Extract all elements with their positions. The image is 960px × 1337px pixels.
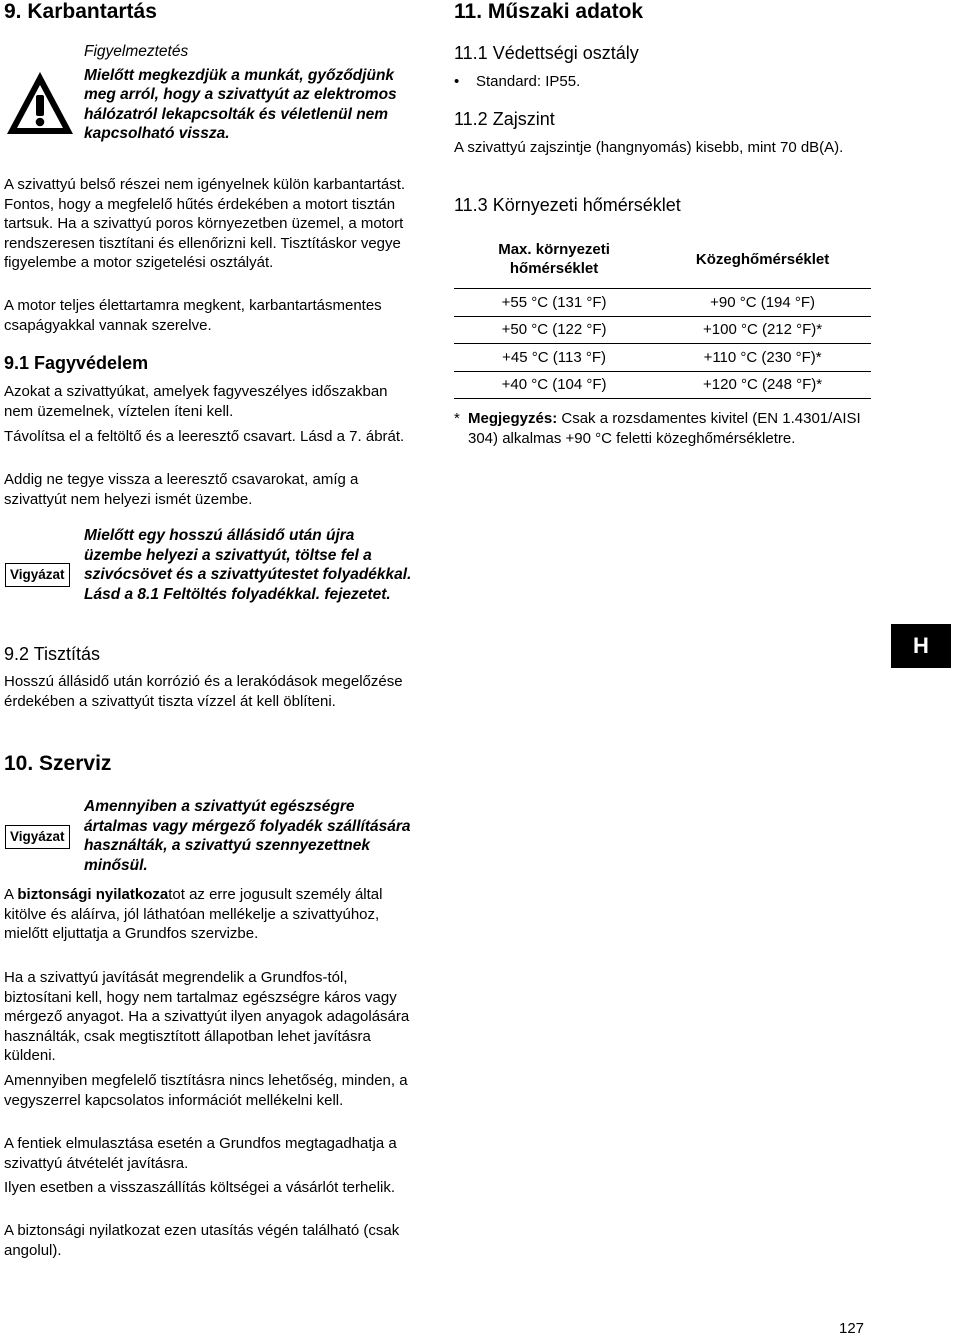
section-9-paragraph-2: A motor teljes élettartamra megkent, karbantartásmentes csapágyakkal vannak szerelve. (4, 297, 382, 334)
table-header-row (454, 232, 871, 289)
warning-triangle-icon (4, 68, 76, 138)
table-row (454, 316, 871, 344)
caution-text: Mielőtt egy hosszú állásidő után újra üzembe helyezi a szivattyút, töltse fel a szivócsövet és a szivattyútestet folyadékkal. Lásd a 8.1 Feltöltés folyadékkal. fejezetet. (84, 527, 412, 603)
safety-declaration-term: biztonsági nyilatkoza (17, 886, 169, 903)
section-9-2-title: 9.2 Tisztítás (4, 644, 101, 664)
section-11-title: 11. Műszaki adatok (454, 0, 644, 23)
caution-text-2: Amennyiben a szivattyút egészségre ártalmas vagy mérgező folyadék szállítására használták, a szivattyú szennyezettnek minősül. (84, 798, 411, 874)
warning-text: Mielőtt megkezdjük a munkát, győződjünk meg arról, hogy a szivattyút az elektromos hálózatról lekapcsolták és véletlenül nem kapcsolható vissza. (84, 66, 397, 142)
section-10-paragraph-3: Amennyiben megfelelő tisztításra nincs lehetőség, minden, a vegyszerrel kapcsolatos információt mellékelni kell. (4, 1072, 408, 1109)
warning-title: Figyelmeztetés (84, 43, 189, 60)
warning-block (84, 42, 414, 144)
section-9-1-title: 9.1 Fagyvédelem (4, 353, 149, 373)
section-10-paragraph-5: Ilyen esetben a visszaszállítás költségei a vásárlót terhelik. (4, 1179, 396, 1196)
table-cell: +40 °C (104 °F) (454, 371, 654, 399)
table-row (454, 371, 871, 399)
section-10-paragraph-6: A biztonsági nyilatkozat ezen utasítás végén található (csak angolul). (4, 1222, 400, 1259)
section-9-title: 9. Karbantartás (4, 0, 157, 23)
section-9-1-paragraph-2: Távolítsa el a feltöltő és a leeresztő csavart. Lásd a 7. ábrát. (4, 428, 405, 445)
section-10-paragraph-2: Ha a szivattyú javítását megrendelik a Grundfos-tól, biztosítani kell, hogy nem tartalmaz egészségre káros vagy mérgező anyagot. Ha a szivattyút ilyen anyagok adagolására használták, csak megtisztított állapotban lehet javításra küldeni. (4, 969, 410, 1064)
table-cell: +120 °C (248 °F)* (654, 371, 871, 399)
section-10-paragraph-4: A fentiek elmulasztása esetén a Grundfos megtagadhatja a szivattyú átvételét javításra. (4, 1135, 397, 1172)
section-11-2-paragraph: A szivattyú zajszintje (hangnyomás) kisebb, mint 70 dB(A). (454, 139, 844, 156)
table-cell: +45 °C (113 °F) (454, 344, 654, 372)
table-header-ambient: Max. környezeti hőmérséklet (454, 232, 654, 289)
bullet-icon: • (454, 73, 460, 90)
section-9-paragraph-1: A szivattyú belső részei nem igényelnek külön karbantartást. Fontos, hogy a megfelelő hűtés érdekében a motort tisztán tartsuk. Ha a szivattyú poros környezetben üzemel, a motort rendszeresen tisztítani és ellenőrizni kell. Tisztításkor vegye figyelembe a motor szigetelési osztályát. (4, 176, 406, 271)
table-cell: +55 °C (131 °F) (454, 289, 654, 317)
section-10-title: 10. Szerviz (4, 752, 112, 775)
note-label: Megjegyzés: (468, 410, 558, 427)
caution-label: Vigyázat (5, 563, 70, 587)
table-cell: +110 °C (230 °F)* (654, 344, 871, 372)
section-11-2-title: 11.2 Zajszint (454, 109, 555, 129)
table-header-liquid: Közeghőmérséklet (654, 232, 871, 289)
section-11-3-title: 11.3 Környezeti hőmérséklet (454, 195, 681, 215)
section-11-1-title: 11.1 Védettségi osztály (454, 43, 639, 63)
page-number: 127 (839, 1320, 865, 1337)
table-row (454, 289, 871, 317)
table-row (454, 344, 871, 372)
temperature-table (454, 232, 871, 399)
footnote-star: * (454, 410, 460, 427)
table-cell: +100 °C (212 °F)* (654, 316, 871, 344)
section-10-paragraph-1: A biztonsági nyilatkozatot az erre jogusult személy által kitölve és aláírva, jól láthatóan mellékelje a szivattyúhoz, mielőtt eljuttatja a Grundfos szervizbe. (4, 886, 383, 942)
section-9-1-paragraph-1: Azokat a szivattyúkat, amelyek fagyveszélyes időszakban nem üzemelnek, víztelen íteni kell. (4, 383, 388, 420)
language-tab: H (891, 624, 951, 668)
ip-rating-list-item: • Standard: IP55. (454, 73, 581, 90)
table-footnote (454, 409, 874, 448)
footnote-text: Megjegyzés: Csak a rozsdamentes kivitel (EN 1.4301/AISI 304) alkalmas +90 °C feletti közeghőmérsékletre. (468, 410, 861, 447)
section-9-1-paragraph-3: Addig ne tegye vissza a leeresztő csavarokat, amíg a szivattyút nem helyezi ismét üzembe. (4, 471, 359, 508)
caution-label-2: Vigyázat (5, 825, 70, 849)
table-cell: +90 °C (194 °F) (654, 289, 871, 317)
table-cell: +50 °C (122 °F) (454, 316, 654, 344)
section-9-2-paragraph: Hosszú állásidő után korrózió és a lerakódások megelőzése érdekében a szivattyút tiszta vízzel át kell öblíteni. (4, 673, 403, 710)
